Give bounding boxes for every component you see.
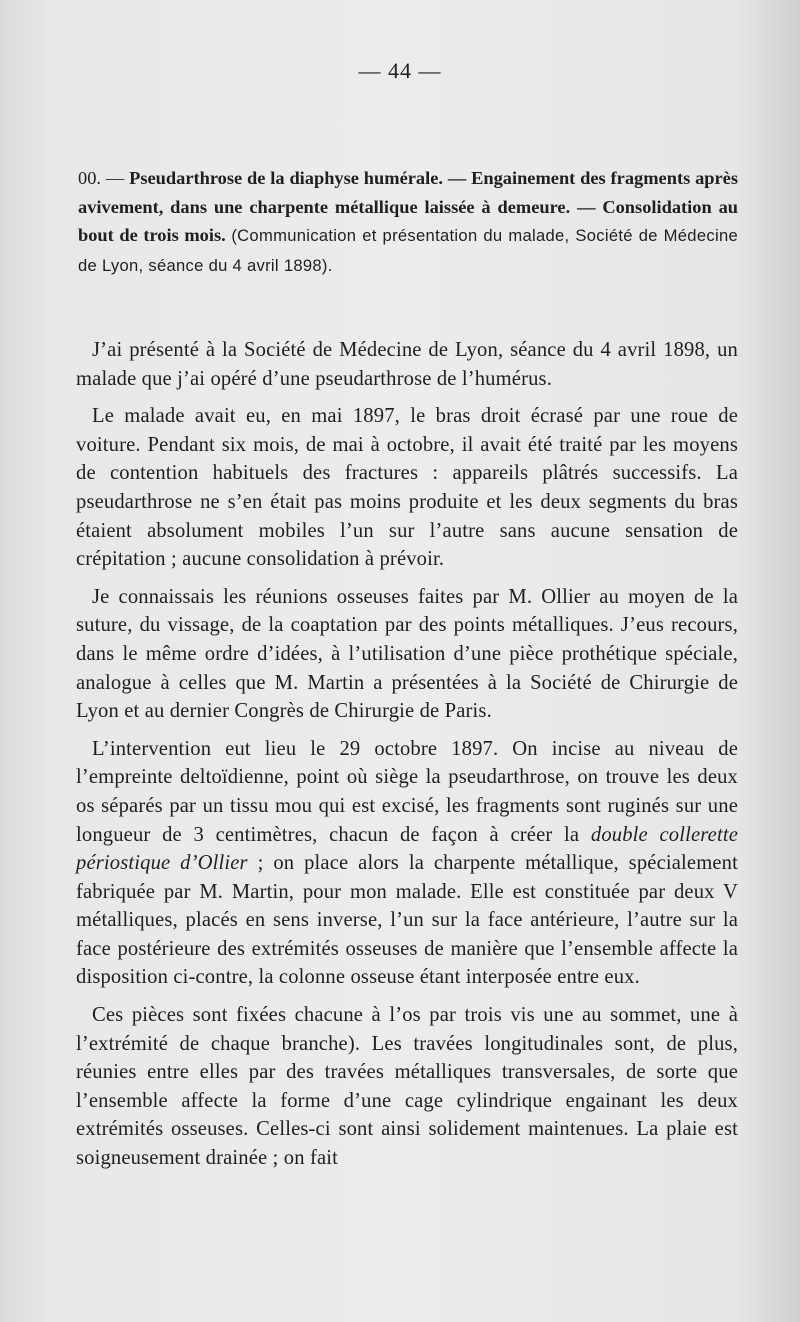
paragraph-4: [76, 735, 738, 992]
paragraph-4-text-b: ; on place alors la charpente métallique, spécialement fabriquée par M. Martin, pour mon malade. Elle est constituée par deux V métalliques, placés en sens inverse, l’un sur la face antérieure, l’autre sur la face postérieure des extrémités osseuses de manière que l’ensemble affecte la disposition ci-contre, la colonne osseuse étant interposée entre eux.: [76, 852, 738, 989]
article-heading: [78, 164, 738, 280]
paragraph-4-italic: double collerette périostique d’Ollier: [76, 823, 738, 875]
paragraph-3: Je connaissais les réunions osseuses faites par M. Ollier au moyen de la suture, du vissage, de la coaptation par des points métalliques. J’eus recours, dans le même ordre d’idées, à l’utilisation d’une pièce prothétique spéciale, analogue à celles que M. Martin a présentées à la Société de Chirurgie de Lyon et au dernier Congrès de Chirurgie de Paris.: [76, 585, 738, 723]
article-body: [76, 336, 738, 1173]
paragraph-4-text-a: L’intervention eut lieu le 29 octobre 1897. On incise au niveau de l’empreinte deltoïdienne, point où siège la pseudarthrose, on trouve les deux os séparés par un tissu mou qui est excisé, les fragments sont ruginés sur une longueur de 3 centimètres, chacun de façon à créer la: [76, 737, 738, 846]
heading-title-bold: Pseudarthrose de la diaphyse humérale. — Engainement des fragments après avivement, dans une charpente métallique laissée à demeure. — Consolidation au bout de trois mois.: [78, 168, 738, 246]
paragraph-5: Ces pièces sont fixées chacune à l’os par trois vis une au sommet, une à l’extrémité de chaque branche). Les travées longitudinales sont, de plus, réunies entre elles par des travées métalliques transversales, de sorte que l’ensemble affecte la forme d’une cage cylindrique engainant les deux extrémités osseuses. Celles-ci sont ainsi solidement maintenues. La plaie est soigneusement drainée ; on fait: [76, 1004, 738, 1170]
paragraph-2: Le malade avait eu, en mai 1897, le bras droit écrasé par une roue de voiture. Pendant six mois, de mai à octobre, il avait été traité par les moyens de contention habituels des fractures : appareils plâtrés successifs. La pseudarthrose ne s’en était pas moins produite et les deux segments du bras étaient absolument mobiles l’un sur l’autre sans aucune sensation de crépitation ; aucune consolidation à prévoir.: [76, 405, 738, 571]
heading-prefix: 00. —: [78, 168, 125, 188]
heading-citation: (Communication et présentation du malade, Société de Médecine de Lyon, séance du 4 avril 1898).: [78, 226, 738, 275]
paragraph-1: J’ai présenté à la Société de Médecine de Lyon, séance du 4 avril 1898, un malade que j’ai opéré d’une pseudarthrose de l’humérus.: [76, 339, 738, 390]
page-number: — 44 —: [358, 58, 442, 83]
